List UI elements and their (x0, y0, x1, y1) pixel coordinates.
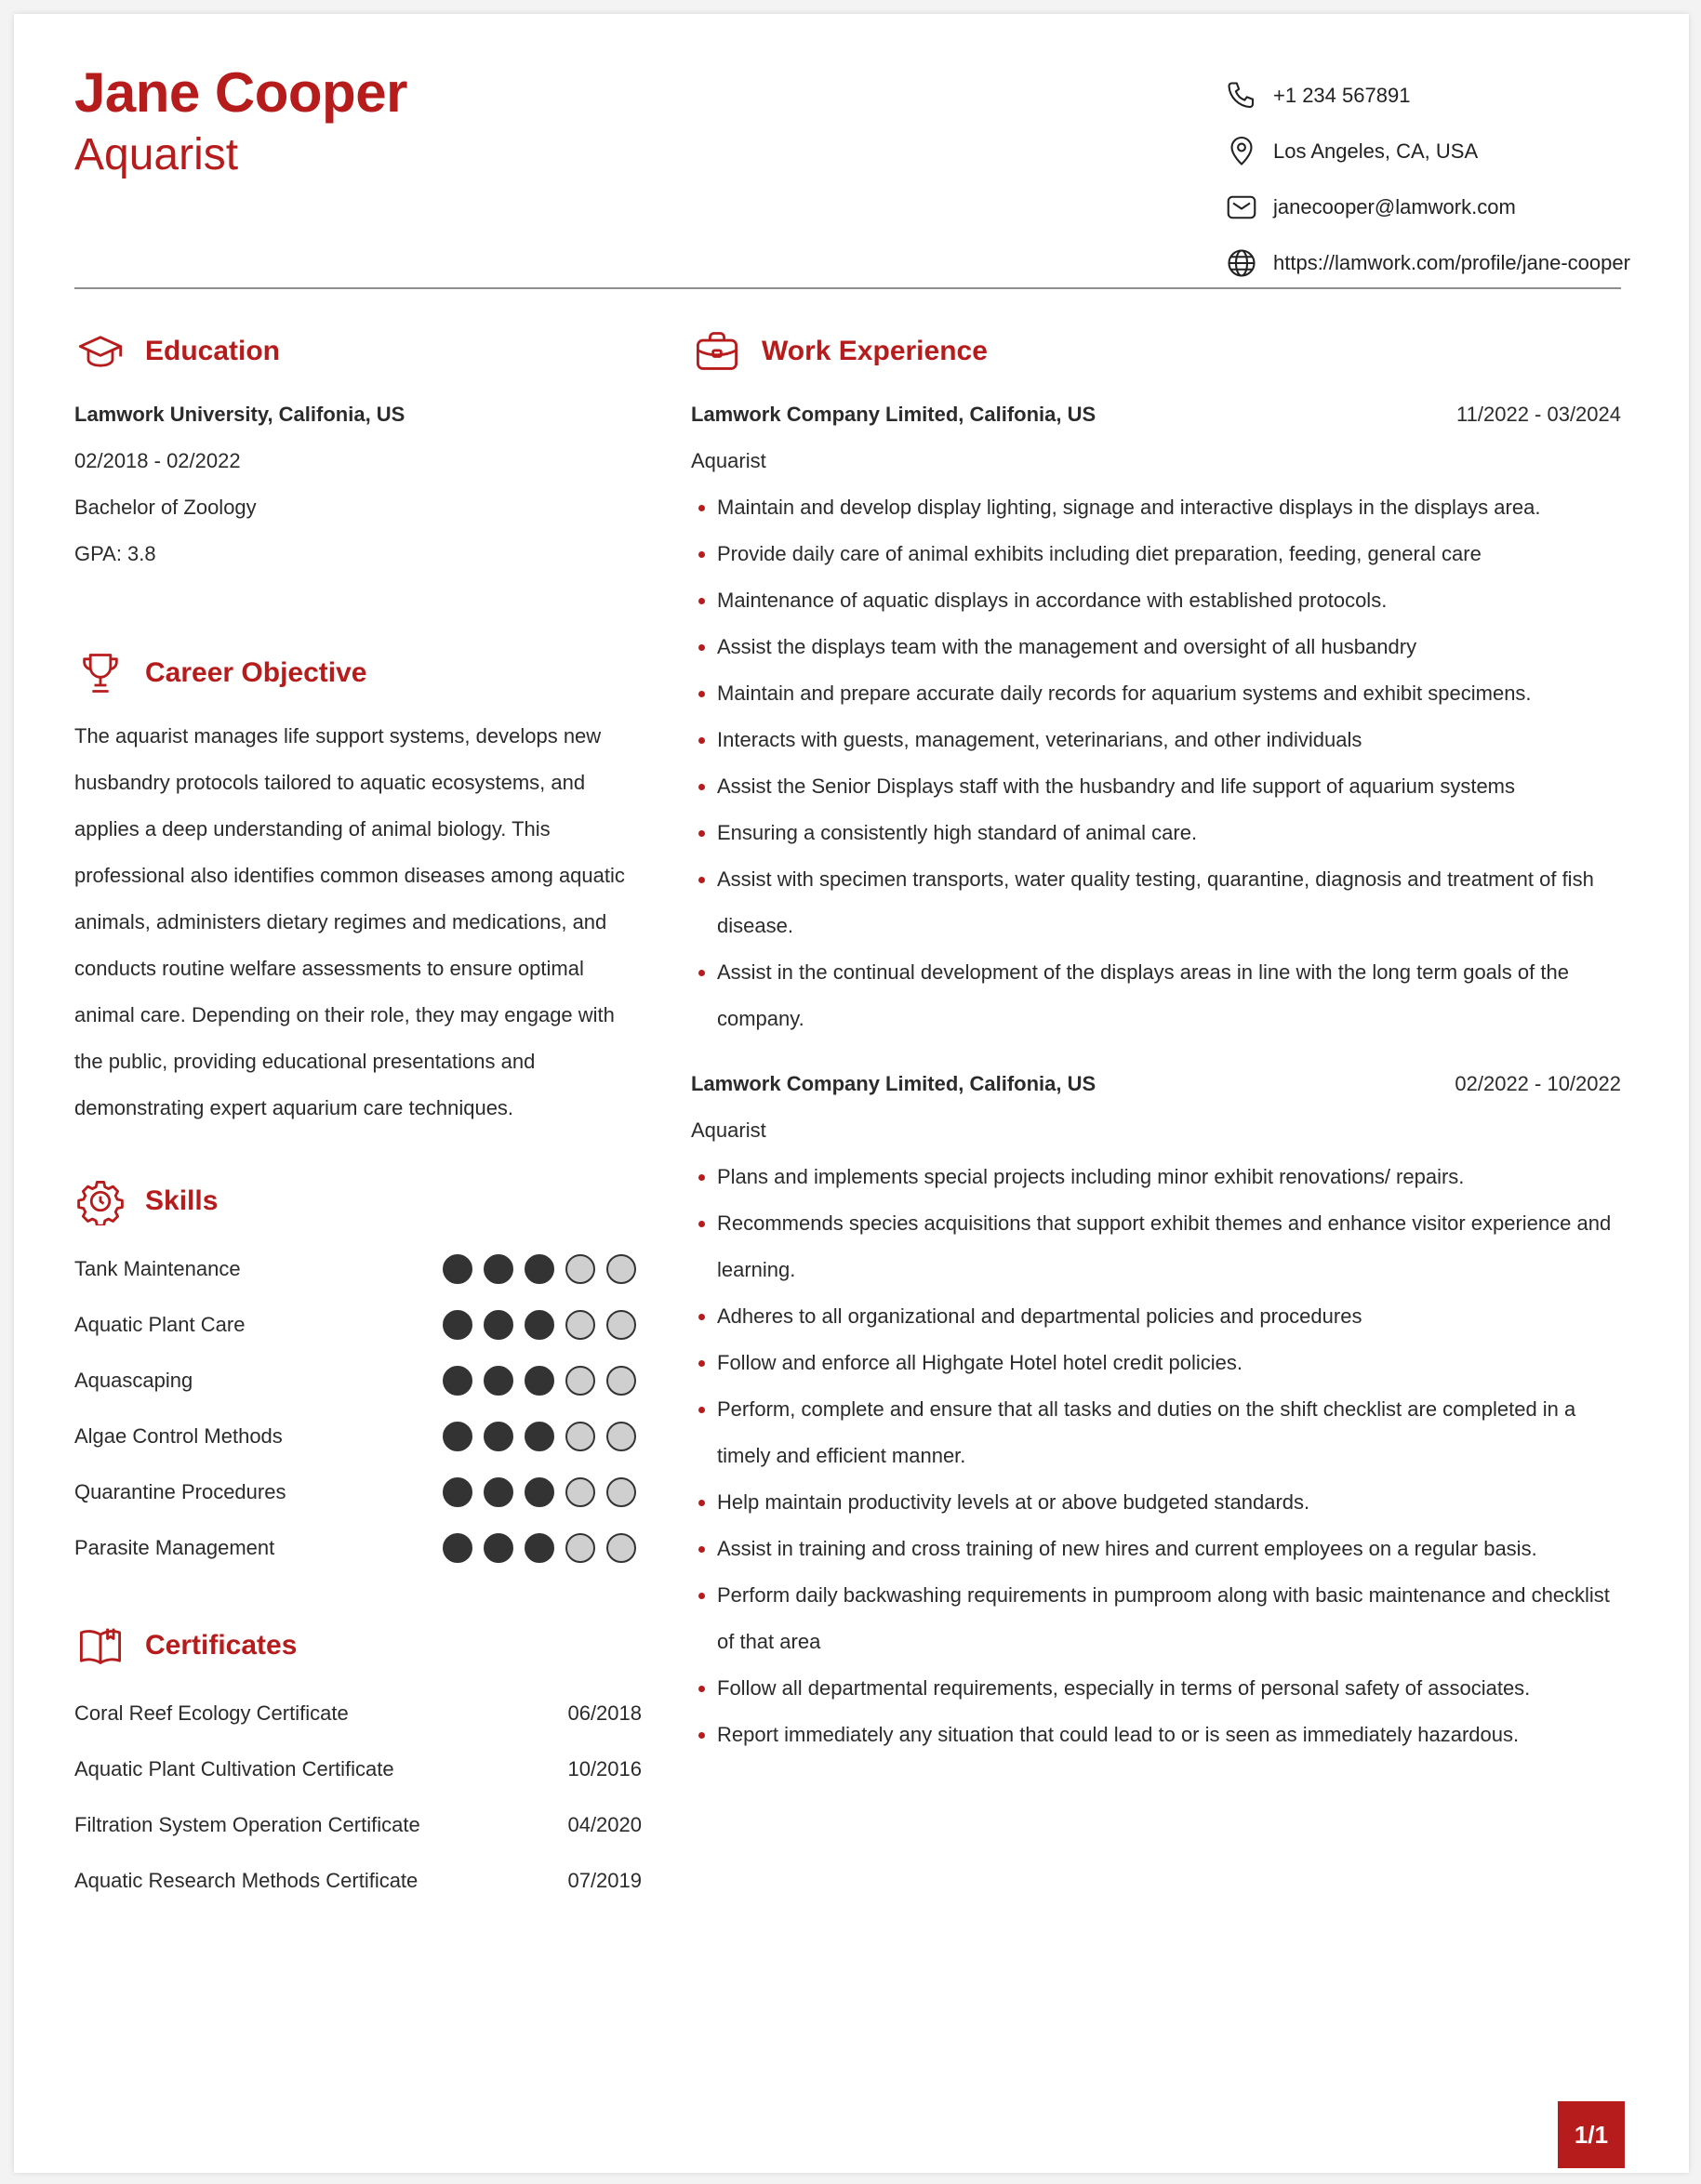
rating-dot-empty (606, 1533, 636, 1563)
duty-item: Maintenance of aquatic displays in accordance with established protocols. (691, 577, 1612, 624)
resume-header (74, 51, 1630, 289)
skills-title: Skills (145, 1185, 219, 1216)
job-header (691, 1061, 1621, 1107)
skill-rating (443, 1533, 636, 1563)
duty-item: Adheres to all organizational and departmental policies and procedures (691, 1293, 1612, 1340)
contact-list (1223, 68, 1632, 291)
globe-icon (1223, 245, 1260, 282)
rating-dot-filled (484, 1477, 513, 1507)
rating-dot-empty (606, 1477, 636, 1507)
certificate-name: Filtration System Operation Certificate (74, 1813, 420, 1836)
certificate-name: Aquatic Plant Cultivation Certificate (74, 1757, 394, 1780)
education-heading (74, 321, 642, 382)
certificates-list (74, 1686, 642, 1909)
rating-dot-filled (525, 1254, 554, 1284)
skill-rating (443, 1477, 636, 1507)
location-pin-icon (1223, 133, 1260, 170)
duty-item: Maintain and prepare accurate daily records for aquarium systems and exhibit specimens. (691, 670, 1612, 717)
job-duties (691, 484, 1621, 1042)
skill-row (74, 1297, 642, 1353)
contact-website (1223, 235, 1632, 291)
duty-item: Provide daily care of animal exhibits including diet preparation, feeding, general care (691, 531, 1612, 577)
certificate-date: 10/2016 (567, 1757, 642, 1780)
education-school: Lamwork University, Califonia, US (74, 403, 405, 426)
rating-dot-empty (565, 1254, 595, 1284)
skills-heading (74, 1171, 642, 1232)
certificates-heading (74, 1615, 642, 1676)
objective-text: The aquarist manages life support systems, develops new husbandry protocols tailored to aquatic ecosystems, and applies a deep understanding of animal biology. This professional also identifies common diseases among aquatic animals, administers dietary regimes and medications, and conducts routine welfare assessments to ensure optimal animal care. Depending on their role, they may engage with the public, providing educational presentations and demonstrating expert aquarium care techniques. (74, 724, 625, 1119)
rating-dot-filled (525, 1422, 554, 1451)
rating-dot-filled (484, 1254, 513, 1284)
phone-icon (1223, 77, 1260, 114)
duty-item: Help maintain productivity levels at or above budgeted standards. (691, 1479, 1612, 1526)
skill-name: Aquatic Plant Care (74, 1313, 246, 1336)
rating-dot-empty (606, 1310, 636, 1340)
rating-dot-filled (443, 1422, 472, 1451)
skill-rating (443, 1366, 636, 1396)
rating-dot-filled (484, 1366, 513, 1396)
skill-name: Aquascaping (74, 1369, 193, 1392)
mail-icon (1223, 189, 1260, 226)
skill-name: Quarantine Procedures (74, 1480, 286, 1503)
education-degree: Bachelor of Zoology (74, 496, 257, 519)
candidate-title: Aquarist (74, 130, 239, 179)
right-column (691, 321, 1621, 1758)
certificate-row (74, 1797, 642, 1853)
skill-rating (443, 1422, 636, 1451)
certificates-title: Certificates (145, 1630, 298, 1661)
skill-name: Parasite Management (74, 1536, 275, 1559)
rating-dot-filled (484, 1310, 513, 1340)
duty-item: Assist the displays team with the management and oversight of all husbandry (691, 624, 1612, 670)
rating-dot-filled (443, 1533, 472, 1563)
certificate-name: Aquatic Research Methods Certificate (74, 1869, 419, 1892)
rating-dot-filled (484, 1533, 513, 1563)
gear-clock-icon (74, 1175, 126, 1227)
job-company: Lamwork Company Limited, Califonia, US (691, 1072, 1096, 1095)
certificate-row (74, 1686, 642, 1741)
open-book-icon (74, 1620, 126, 1672)
work-title: Work Experience (762, 336, 988, 366)
resume-page (14, 14, 1689, 2173)
phone-text: +1 234 567891 (1273, 84, 1411, 107)
certificate-date: 06/2018 (567, 1701, 642, 1725)
rating-dot-empty (565, 1422, 595, 1451)
rating-dot-empty (606, 1254, 636, 1284)
email-link[interactable]: janecooper@lamwork.com (1273, 195, 1516, 218)
skill-row (74, 1464, 642, 1520)
duty-item: Report immediately any situation that could lead to or is seen as immediately hazardous. (691, 1712, 1612, 1758)
duty-item: Follow all departmental requirements, especially in terms of personal safety of associates. (691, 1665, 1612, 1712)
certificate-date: 04/2020 (567, 1813, 642, 1836)
graduation-cap-icon (74, 325, 126, 377)
duty-item: Assist the Senior Displays staff with the husbandry and life support of aquarium systems (691, 763, 1612, 810)
rating-dot-filled (443, 1310, 472, 1340)
skill-row (74, 1241, 642, 1297)
job-role: Aquarist (691, 449, 766, 472)
left-column (74, 321, 642, 1909)
rating-dot-empty (565, 1366, 595, 1396)
duty-item: Perform, complete and ensure that all tasks and duties on the shift checklist are completed in a timely and efficient manner. (691, 1386, 1612, 1479)
duty-item: Ensuring a consistently high standard of animal care. (691, 810, 1612, 856)
website-link[interactable]: https://lamwork.com/profile/jane-cooper (1273, 251, 1630, 274)
duty-item: Perform daily backwashing requirements in pumproom along with basic maintenance and checklist of that area (691, 1572, 1612, 1665)
certificate-row (74, 1853, 642, 1909)
rating-dot-filled (443, 1477, 472, 1507)
certificate-date: 07/2019 (567, 1869, 642, 1892)
education-dates: 02/2018 - 02/2022 (74, 449, 241, 472)
rating-dot-empty (565, 1477, 595, 1507)
education-entry (74, 391, 642, 577)
duty-item: Plans and implements special projects including minor exhibit renovations/ repairs. (691, 1154, 1612, 1200)
rating-dot-filled (443, 1366, 472, 1396)
rating-dot-empty (606, 1366, 636, 1396)
duty-item: Interacts with guests, management, veterinarians, and other individuals (691, 717, 1612, 763)
duty-item: Assist with specimen transports, water quality testing, quarantine, diagnosis and treatment of fish disease. (691, 856, 1612, 949)
skills-list (74, 1241, 642, 1576)
briefcase-icon (691, 325, 743, 377)
skill-row (74, 1353, 642, 1409)
certificate-row (74, 1741, 642, 1797)
contact-email (1223, 179, 1632, 235)
job-company: Lamwork Company Limited, Califonia, US (691, 403, 1096, 426)
duty-item: Maintain and develop display lighting, signage and interactive displays in the displays area. (691, 484, 1612, 531)
skill-name: Tank Maintenance (74, 1257, 241, 1280)
job-dates: 02/2022 - 10/2022 (1455, 1072, 1621, 1095)
rating-dot-filled (443, 1254, 472, 1284)
contact-location (1223, 124, 1632, 179)
job-role: Aquarist (691, 1118, 766, 1142)
certificate-name: Coral Reef Ecology Certificate (74, 1701, 349, 1725)
page-counter: 1/1 (1558, 2101, 1625, 2168)
rating-dot-empty (606, 1422, 636, 1451)
duty-item: Follow and enforce all Highgate Hotel hotel credit policies. (691, 1340, 1612, 1386)
duty-item: Assist in training and cross training of new hires and current employees on a regular basis. (691, 1526, 1612, 1572)
rating-dot-filled (525, 1477, 554, 1507)
education-gpa: GPA: 3.8 (74, 542, 156, 565)
rating-dot-filled (525, 1310, 554, 1340)
job-dates: 11/2022 - 03/2024 (1456, 403, 1621, 426)
rating-dot-empty (565, 1310, 595, 1340)
skill-row (74, 1409, 642, 1464)
location-text: Los Angeles, CA, USA (1273, 139, 1479, 163)
rating-dot-filled (484, 1422, 513, 1451)
objective-heading (74, 642, 642, 704)
candidate-name: Jane Cooper (74, 61, 407, 124)
job-duties (691, 1154, 1621, 1758)
duty-item: Assist in the continual development of the displays areas in line with the long term goals of the company. (691, 949, 1612, 1042)
objective-title: Career Objective (145, 657, 367, 688)
rating-dot-filled (525, 1366, 554, 1396)
skill-rating (443, 1310, 636, 1340)
rating-dot-filled (525, 1533, 554, 1563)
skill-name: Algae Control Methods (74, 1424, 283, 1448)
job-entry (691, 1061, 1621, 1758)
contact-phone (1223, 68, 1632, 124)
skill-row (74, 1520, 642, 1576)
job-header (691, 391, 1621, 438)
duty-item: Recommends species acquisitions that support exhibit themes and enhance visitor experience and learning. (691, 1200, 1612, 1293)
education-title: Education (145, 336, 281, 366)
rating-dot-empty (565, 1533, 595, 1563)
work-heading (691, 321, 1621, 382)
job-entry (691, 391, 1621, 1042)
skill-rating (443, 1254, 636, 1284)
trophy-icon (74, 647, 126, 699)
